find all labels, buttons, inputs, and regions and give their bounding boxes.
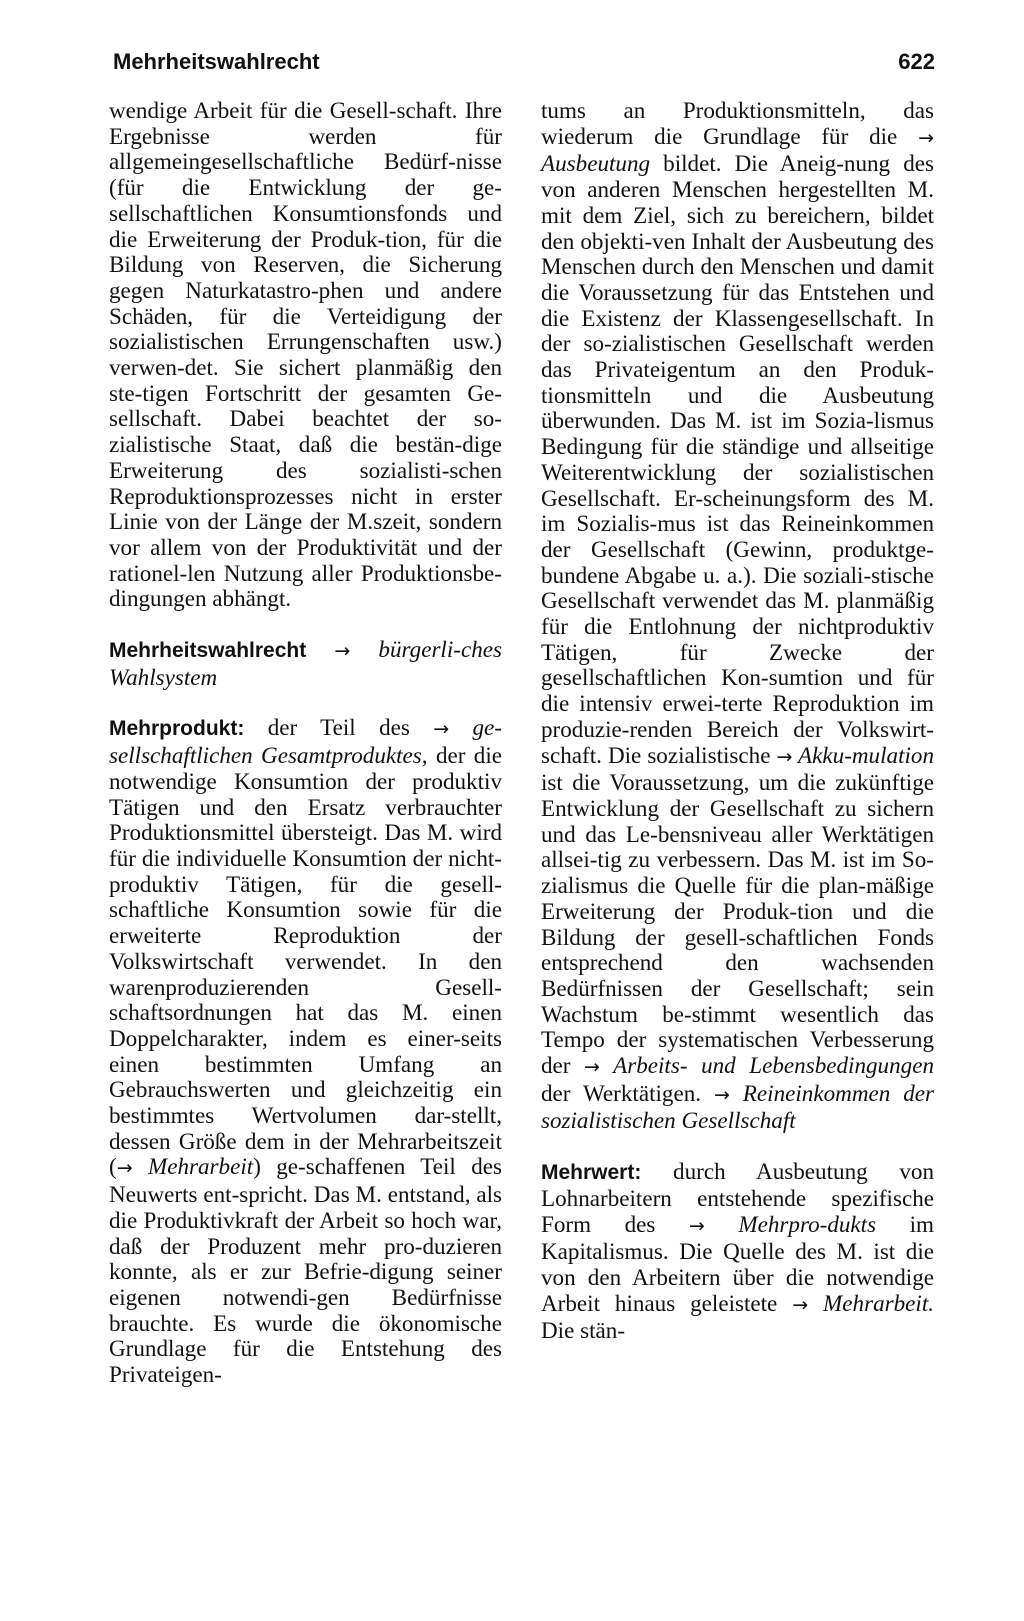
entry-text: durch Ausbeutung von Lohnarbeitern entstehende spezifische Form des [541, 1158, 934, 1237]
right-column [541, 98, 934, 1344]
entry-text: im Kapitalismus. Die Quelle des M. ist die von den Arbeitern über die notwendige Arbeit hinaus geleistete [541, 1210, 935, 1316]
left-column [109, 98, 502, 1388]
cross-reference-link[interactable]: Mehrarbeit. [808, 1289, 935, 1316]
continuation-text: wendige Arbeit für die Gesell-schaft. Ihre Ergebnisse werden für allgemeingesellschaftliche Bedürf-nisse (für die Entwicklung der ge-sellschaftlichen Konsumtionsfonds und die Erweiterung der Produk-tion, für die Bildung von Reserven, die Sicherung gegen Naturkatastro-phen und andere Schäden, für die Verteidigung der sozialistischen Errungenschaften usw.) verwen-det. Sie sichert planmäßig den ste-tigen Fortschritt der gesamten Ge-sellschaft. Dabei beachtet der so-zialistische Staat, daß die bestän-dige Erweiterung des sozialisti-schen Reproduktionsprozesses nicht in erster Linie von der Länge der M.szeit, sondern vor allem von der Produktivität und der rationel-len Nutzung aller Produktionsbe-dingungen abhängt. [109, 97, 502, 612]
cross-reference-link[interactable]: Arbeits- und Lebensbedingungen [599, 1052, 934, 1079]
cross-reference-link[interactable]: Mehrpro-dukts [704, 1210, 877, 1237]
entry-text: der Werktätigen. [541, 1079, 714, 1106]
cross-reference-arrow: → [918, 126, 934, 149]
cross-reference-link[interactable]: bürgerli-ches Wahlsystem [109, 636, 502, 690]
page-number: 622 [898, 49, 935, 74]
entry-text: ist die Voraussetzung, um die zukünftige Entwicklung der Gesellschaft zu sichern und das Le-bensniveau aller Werktätigen allsei-tig zu verbessern. Das M. ist im So-zialismus die Quelle für die plan-mäßige Erweiterung der Produk-tion und die Bildung der gesell-schaftlichen Fonds entsprechend den wachsenden Bedürfnissen der Gesellschaft; sein Wachstum be-stimmt wesentlich das Tempo der systematischen Verbesserung der [541, 769, 934, 1079]
entry-text: der Teil des [244, 714, 434, 741]
cross-reference-link[interactable]: Ausbeutung [541, 150, 651, 177]
entry-mehrheitswahlrecht [109, 637, 502, 690]
entry-mehrwert [541, 1159, 934, 1344]
entry-text: Die stän- [541, 1317, 626, 1344]
cross-reference-arrow: → [792, 1293, 809, 1316]
cross-reference-link[interactable]: ge-sellschaftlichen Gesamtproduktes, [109, 714, 502, 769]
entry-term: Mehrwert: [541, 1161, 642, 1185]
cross-reference-arrow: → [713, 1083, 730, 1106]
entry-term: Mehrheitswahlrecht [109, 639, 307, 663]
cross-reference-link[interactable]: Akku-mulation [792, 741, 934, 768]
entry-mehrprodukt-continued [541, 98, 934, 1134]
entry-text: ) ge-schaffenen Teil des Neuwerts ent-spricht. Das M. entstand, als die Produktivkraft der Arbeit so hoch war, daß der Produzent mehr pro-duzieren konnte, als er zur Befrie-digung seiner eigenen notwendi-gen Bedürfnisse brauchte. Es wurde die ökonomische Grundlage für die Entstehung des Privateigen- [109, 1153, 502, 1388]
cross-reference-arrow: → [433, 718, 450, 741]
entry-text: der die notwendige Konsumtion der produktiv Tätigen und den Ersatz verbrauchter Produktionsmittel übersteigt. Das M. wird für die individuelle Konsumtion der nicht-produktiv Tätigen, für die gesell-schaftliche Konsumtion sowie für die erweiterte Reproduktion der Volkswirtschaft verwendet. In den warenproduzierenden Gesell-schaftsordnungen hat das M. einen Doppelcharakter, indem es einer-seits einen bestimmten Umfang an Gebrauchswerten und gleichzeitig ein bestimmtes Wertvolumen dar-stellt, dessen Größe dem in der Mehrarbeitszeit ( [109, 742, 503, 1180]
entry-text: tums an Produktionsmitteln, das wiederum die Grundlage für die [541, 97, 934, 149]
cross-reference-arrow: → [776, 745, 793, 768]
entry-mehrprodukt [109, 715, 502, 1387]
entry-term: Mehrprodukt: [109, 717, 245, 741]
cross-reference-arrow: → [116, 1157, 133, 1180]
page-header [113, 44, 935, 80]
entry-continuation [109, 98, 502, 612]
cross-reference-link[interactable]: Mehrarbeit [132, 1153, 254, 1180]
running-head: Mehrheitswahlrecht [113, 49, 320, 74]
entry-text: bildet. Die Aneig-nung des von anderen Menschen hergestellten M. mit dem Ziel, sich zu bereichern, bildet den objekti-ven Inhalt der Ausbeutung des Menschen durch den Menschen und damit die Voraussetzung für das Entstehen und die Existenz der Klassengesellschaft. In der so-zialistischen Gesellschaft werden das Privateigentum an den Produk-tionsmitteln und die Ausbeutung überwunden. Das M. ist im Sozia-lismus Bedingung für die ständige und allseitige Weiterentwicklung der sozialistischen Gesellschaft. Er-scheinungsform des M. im Sozialis-mus ist das Reineinkommen der Gesellschaft (Gewinn, produktge-bundene Abgabe u. a.). Die soziali-stische Gesellschaft verwendet das M. planmäßig für die Entlohnung der nichtproduktiv Tätigen, für Zwecke der gesellschaftlichen Kon-sumtion und für die intensiv erwei-terte Reproduktion im produzie-renden Bereich der Volkswirt-schaft. Die sozialistische [541, 150, 934, 768]
cross-reference-link[interactable]: Reineinkommen der sozialistischen Gesellschaft [541, 1079, 934, 1134]
cross-reference-arrow: → [334, 640, 351, 663]
cross-reference-arrow: → [688, 1214, 705, 1237]
cross-reference-arrow: → [584, 1056, 600, 1079]
